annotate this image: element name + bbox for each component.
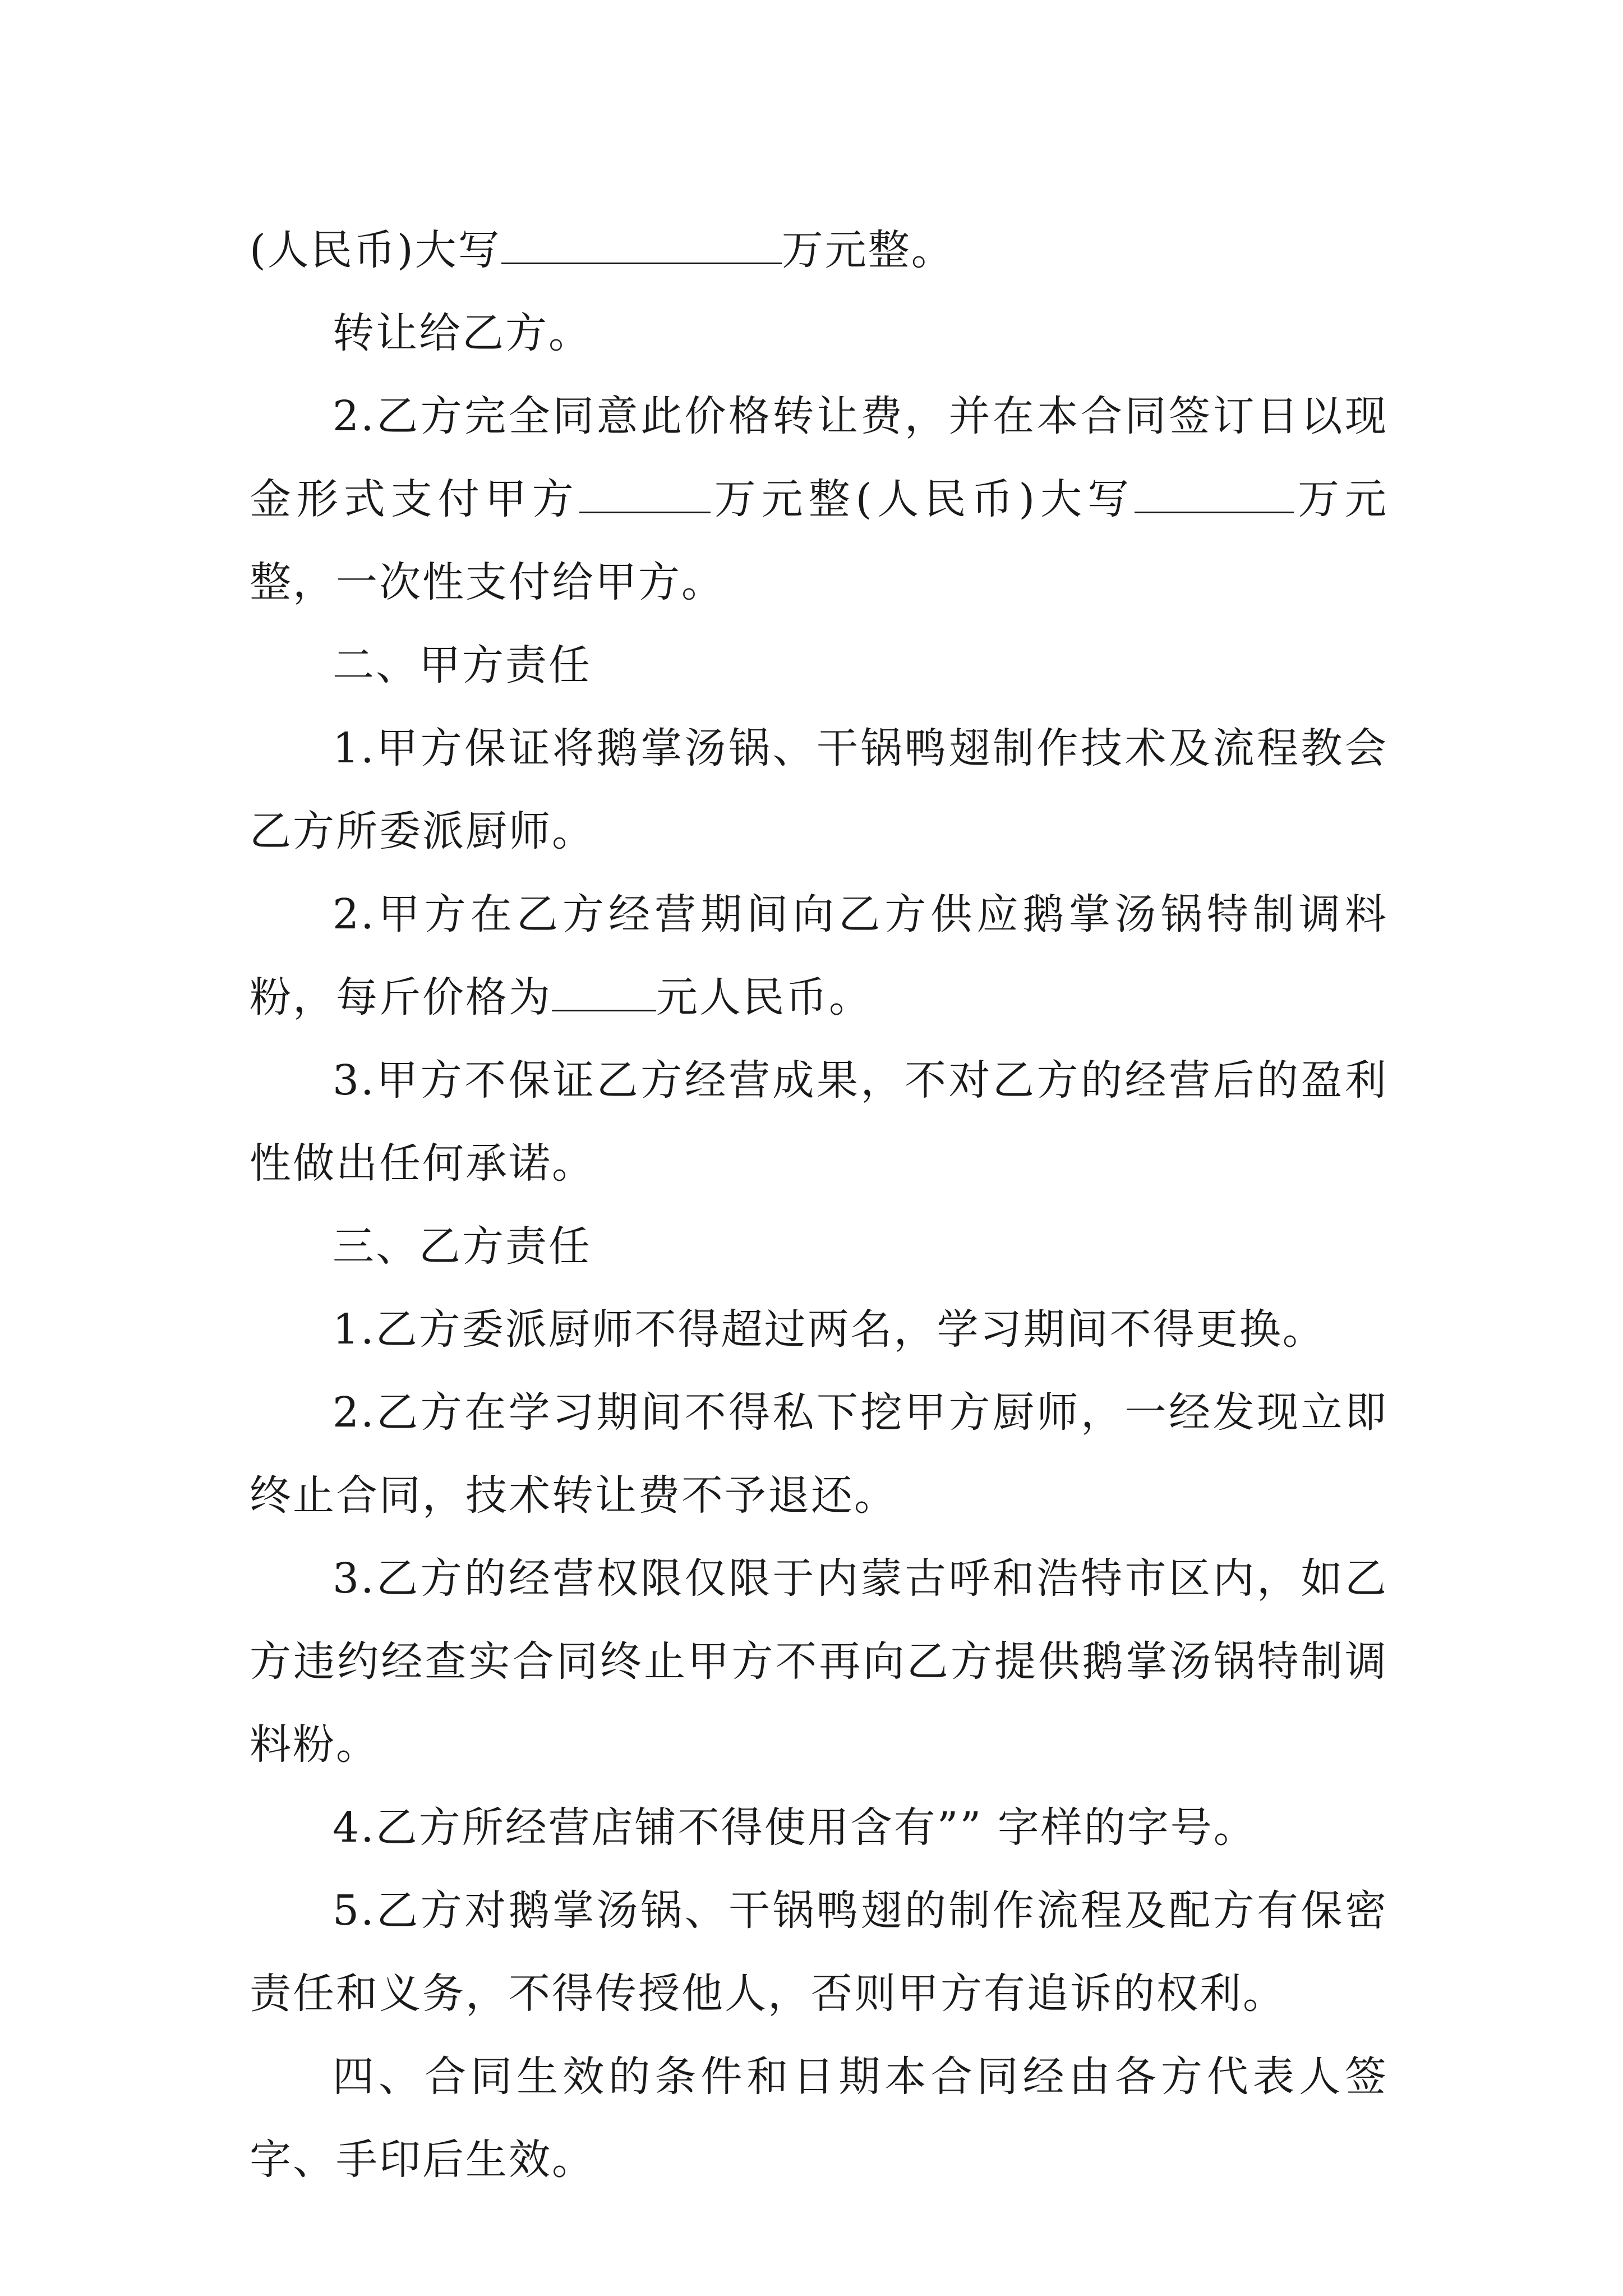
paragraph-party-a-3: 3.甲方不保证乙方经营成果，不对乙方的经营后的盈利性做出任何承诺。 — [250, 1056, 1388, 1188]
text-segment: 万元整(人民币)大写 — [710, 475, 1135, 523]
blank-field-payment-uppercase — [1135, 469, 1294, 513]
blank-field-payment-amount — [579, 469, 711, 513]
paragraph-transfer: 转让给乙方。 — [333, 309, 592, 357]
contract-body — [250, 209, 1388, 2201]
paragraph-party-b-2: 2.乙方在学习期间不得私下挖甲方厨师，一经发现立即终止合同，技术转让费不予退还。 — [250, 1388, 1388, 1520]
blank-field-price-per-jin — [552, 967, 656, 1011]
text-segment: 元人民币。 — [656, 973, 872, 1022]
paragraph-price-amount — [250, 209, 1388, 292]
text-segment: 2.甲方在乙方经营期间向乙方供应鹅掌汤锅特制调料粉，每斤价格为 — [250, 890, 1388, 1022]
paragraph-party-b-4: 4.乙方所经营店铺不得使用含有”” 字样的字号。 — [333, 1803, 1257, 1852]
text-segment: 万元整，一次性支付给甲方。 — [250, 475, 1389, 606]
paragraph-party-b-1: 1.乙方委派厨师不得超过两名，学习期间不得更换。 — [333, 1305, 1326, 1354]
paragraph-party-a-2 — [250, 873, 1388, 1039]
text-segment: (人民币)大写 — [250, 226, 501, 274]
paragraph-party-b-3: 3.乙方的经营权限仅限于内蒙古呼和浩特市区内，如乙方违约经查实合同终止甲方不再向乙方提供鹅掌汤锅特制调料粉。 — [250, 1554, 1388, 1769]
paragraph-payment — [250, 375, 1388, 624]
paragraph-effective-conditions: 四、合同生效的条件和日期本合同经由各方代表人签字、手印后生效。 — [250, 2053, 1388, 2184]
text-segment: 2.乙方完全同意此价格转让费，并在本合同签订日以现金形式支付甲方 — [250, 392, 1388, 523]
text-segment: 万元整。 — [781, 226, 955, 274]
paragraph-party-b-5: 5.乙方对鹅掌汤锅、干锅鸭翅的制作流程及配方有保密责任和义务，不得传授他人，否则甲方有追诉的权利。 — [250, 1887, 1388, 2018]
section-heading-party-a: 二、甲方责任 — [333, 641, 592, 689]
blank-field-amount-uppercase — [501, 220, 782, 264]
paragraph-party-a-1: 1.甲方保证将鹅掌汤锅、干锅鸭翅制作技术及流程教会乙方所委派厨师。 — [250, 724, 1388, 855]
section-heading-party-b: 三、乙方责任 — [333, 1222, 592, 1271]
